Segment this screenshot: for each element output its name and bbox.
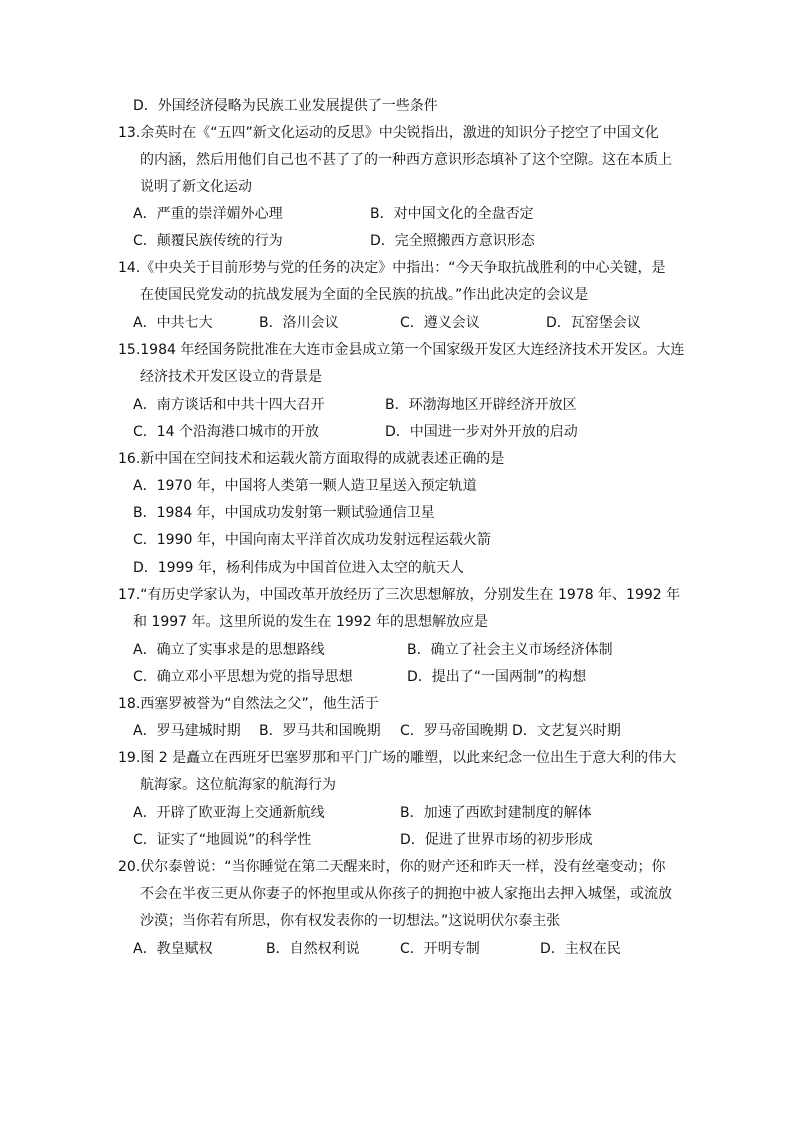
q14-option-c: C．遵义会议 — [400, 315, 480, 331]
q20-option-c: C．开明专制 — [400, 941, 480, 957]
q16-option-c: C．1990 年，中国向南太平洋首次成功发射远程运载火箭 — [133, 532, 491, 548]
q15-option-d: D．中国进一步对外开放的启动 — [385, 424, 578, 440]
q15-option-c: C．14 个沿海港口城市的开放 — [133, 424, 320, 440]
q14-option-a: A．中共七大 — [133, 315, 213, 331]
q14-option-d: D．瓦窑堡会议 — [546, 315, 641, 331]
q13-option-a: A．严重的崇洋媚外心理 — [133, 206, 283, 222]
q16-option-a: A．1970 年，中国将人类第一颗人造卫星送入预定轨道 — [133, 478, 477, 494]
q14-option-b: B．洛川会议 — [259, 315, 339, 331]
q19-option-c: C．证实了“地圆说”的科学性 — [133, 832, 312, 848]
q13-option-d: D．完全照搬西方意识形态 — [370, 233, 535, 249]
q19-option-d: D．促进了世界市场的初步形成 — [400, 832, 593, 848]
q15-option-b: B．环渤海地区开辟经济开放区 — [385, 397, 577, 413]
q13-stem-line-2: 的内涵，然后用他们自己也不甚了了的一种西方意识形态填补了这个空隙。这在本质上 — [140, 152, 672, 168]
q15-stem-line-1: 15.1984 年经国务院批准在大连市金县成立第一个国家级开发区大连经济技术开发区。大连 — [118, 342, 685, 358]
q17-option-b: B．确立了社会主义市场经济体制 — [407, 642, 613, 658]
q17-option-a: A．确立了实事求是的思想路线 — [133, 642, 325, 658]
q16-option-d: D．1999 年，杨利伟成为中国首位进入太空的航天人 — [133, 560, 464, 576]
q13-option-c: C．颠覆民族传统的行为 — [133, 233, 283, 249]
q16-option-b: B．1984 年，中国成功发射第一颗试验通信卫星 — [133, 505, 435, 521]
q20-stem-line-3: 沙漠；当你若有所思，你有权发表你的一切想法。”这说明伏尔泰主张 — [140, 913, 561, 929]
q17-stem-line-2: 和 1997 年。这里所说的发生在 1992 年的思想解放应是 — [133, 614, 489, 630]
q18-option-d: D．文艺复兴时期 — [512, 723, 621, 739]
q20-option-d: D．主权在民 — [540, 941, 621, 957]
q20-option-a: A．教皇赋权 — [133, 941, 213, 957]
q19-option-b: B．加速了西欧封建制度的解体 — [400, 805, 592, 821]
q13-stem-line-3: 说明了新文化运动 — [140, 179, 252, 195]
q14-stem-line-1: 14.《中央关于目前形势与党的任务的决定》中指出：“今天争取抗战胜利的中心关键，是 — [118, 260, 666, 276]
q19-stem-line-2: 航海家。这位航海家的航海行为 — [140, 777, 336, 793]
q18-option-b: B．罗马共和国晚期 — [259, 723, 381, 739]
q17-option-d: D．提出了“一国两制”的构想 — [407, 669, 587, 685]
q13-option-b: B．对中国文化的全盘否定 — [370, 206, 534, 222]
q19-stem-line-1: 19.图 2 是矗立在西班牙巴塞罗那和平门广场的雕塑，以此来纪念一位出生于意大利的伟大 — [118, 750, 677, 766]
q19-option-a: A．开辟了欧亚海上交通新航线 — [133, 805, 325, 821]
q17-option-c: C．确立邓小平思想为党的指导思想 — [133, 669, 353, 685]
q14-stem-line-2: 在使国民党发动的抗战发展为全面的全民族的抗战。”作出此决定的会议是 — [140, 287, 589, 303]
q18-option-a: A．罗马建城时期 — [133, 723, 241, 739]
q20-option-b: B．自然权利说 — [266, 941, 360, 957]
q18-option-c: C．罗马帝国晚期 — [400, 723, 508, 739]
q15-stem-line-2: 经济技术开发区设立的背景是 — [140, 369, 322, 385]
q13-stem-line-1: 13.余英时在《“五四”新文化运动的反思》中尖锐指出，激进的知识分子挖空了中国文化 — [118, 125, 659, 141]
q20-stem-line-1: 20.伏尔泰曾说：“当你睡觉在第二天醒来时，你的财产还和昨天一样，没有丝毫变动；你 — [118, 859, 666, 875]
q20-stem-line-2: 不会在半夜三更从你妻子的怀抱里或从你孩子的拥抱中被人家拖出去押入城堡，或流放 — [140, 886, 672, 902]
q17-stem-line-1: 17.“有历史学家认为，中国改革开放经历了三次思想解放，分别发生在 1978 年、1992 年 — [118, 587, 681, 603]
q15-option-a: A．南方谈话和中共十四大召开 — [133, 397, 325, 413]
q16-stem-line-1: 16.新中国在空间技术和运载火箭方面取得的成就表述正确的是 — [118, 451, 505, 467]
q18-stem-line-1: 18.西塞罗被誉为“自然法之父”，他生活于 — [118, 696, 379, 712]
q12-option-d: D．外国经济侵略为民族工业发展提供了一些条件 — [133, 98, 438, 114]
